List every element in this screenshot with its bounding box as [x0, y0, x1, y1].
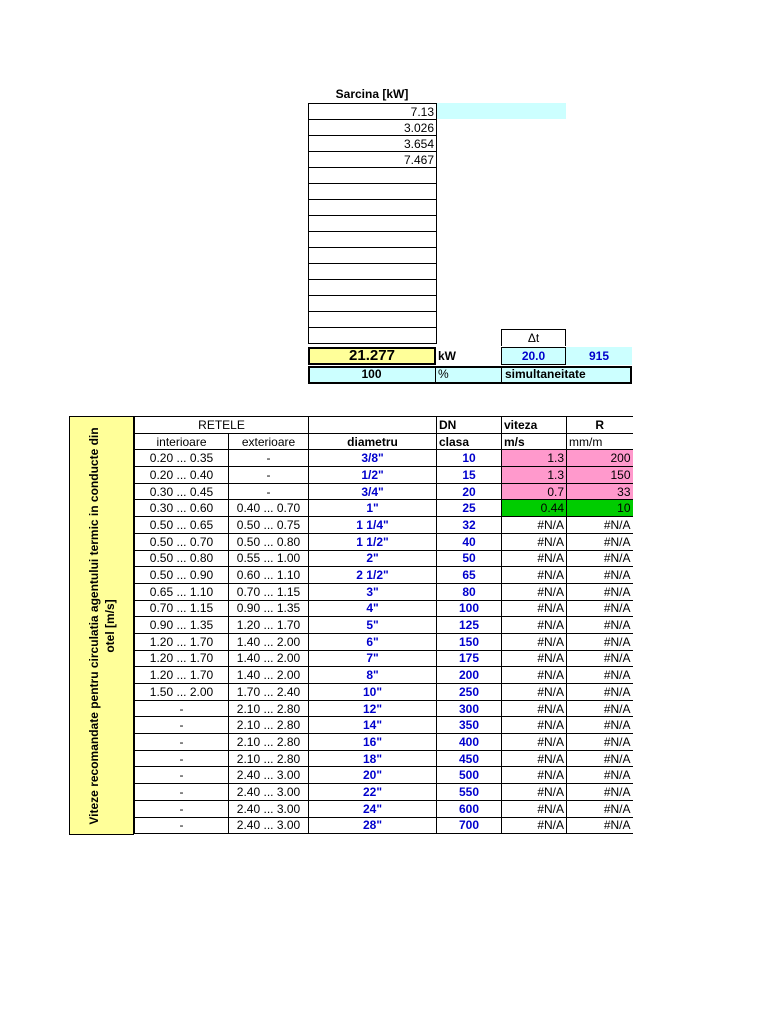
input-highlight-cell[interactable] [437, 103, 566, 119]
diameter-cell: 14" [309, 717, 437, 734]
flow-value: 915 [566, 347, 632, 365]
diameter-cell: 22" [309, 784, 437, 801]
load-input-cell[interactable] [309, 296, 437, 312]
velocity-cell: #N/A [502, 817, 567, 834]
dn-cell: 65 [437, 567, 502, 584]
load-input-cell[interactable] [309, 200, 437, 216]
table-row [135, 717, 633, 734]
velocity-cell: #N/A [502, 633, 567, 650]
diameter-cell: 1 1/4" [309, 517, 437, 534]
pressure-loss-cell: #N/A [567, 533, 633, 550]
velocity-cell: #N/A [502, 533, 567, 550]
table-row [135, 700, 633, 717]
header-diametru: diametru [309, 433, 437, 450]
exterior-velocity-cell: - [229, 483, 309, 500]
diameter-cell: 1 1/2" [309, 533, 437, 550]
interior-velocity-cell: 0.70 ... 1.15 [135, 600, 229, 617]
table-row [135, 784, 633, 801]
exterior-velocity-cell: 0.90 ... 1.35 [229, 600, 309, 617]
interior-velocity-cell: 0.20 ... 0.35 [135, 450, 229, 467]
diameter-cell: 12" [309, 700, 437, 717]
load-input-cell[interactable]: 7.467 [309, 152, 437, 168]
exterior-velocity-cell: 2.40 ... 3.00 [229, 784, 309, 801]
pressure-loss-cell: #N/A [567, 650, 633, 667]
load-input-cell[interactable]: 3.654 [309, 136, 437, 152]
pressure-loss-cell: #N/A [567, 667, 633, 684]
velocity-cell: #N/A [502, 517, 567, 534]
interior-velocity-cell: - [135, 767, 229, 784]
pressure-loss-cell: #N/A [567, 600, 633, 617]
table-row [135, 483, 633, 500]
table-row [135, 684, 633, 701]
load-input-cell[interactable] [309, 248, 437, 264]
interior-velocity-cell: 0.30 ... 0.60 [135, 500, 229, 517]
diameter-cell: 3/4" [309, 483, 437, 500]
diameter-cell: 6" [309, 633, 437, 650]
dn-cell: 500 [437, 767, 502, 784]
diameter-cell: 7" [309, 650, 437, 667]
simultaneity-label: simultaneitate [501, 366, 632, 384]
interior-velocity-cell: 0.65 ... 1.10 [135, 583, 229, 600]
load-row [309, 136, 437, 152]
table-header-row-1 [135, 417, 633, 434]
table-row [135, 800, 633, 817]
pressure-loss-cell: #N/A [567, 700, 633, 717]
exterior-velocity-cell: 2.10 ... 2.80 [229, 717, 309, 734]
table-header-row-2 [135, 433, 633, 450]
load-input-cell[interactable] [309, 312, 437, 328]
diameter-cell: 28" [309, 817, 437, 834]
table-row [135, 533, 633, 550]
dn-cell: 400 [437, 734, 502, 751]
diameter-cell: 4" [309, 600, 437, 617]
diameter-cell: 20" [309, 767, 437, 784]
exterior-velocity-cell: 2.40 ... 3.00 [229, 767, 309, 784]
load-row [309, 216, 437, 232]
load-input-cell[interactable] [309, 168, 437, 184]
dn-cell: 150 [437, 633, 502, 650]
delta-t-label: Δt [501, 329, 566, 346]
diameter-cell: 10" [309, 684, 437, 701]
header-r-unit: mm/m [567, 433, 633, 450]
pressure-loss-cell: #N/A [567, 734, 633, 751]
interior-velocity-cell: 1.20 ... 1.70 [135, 650, 229, 667]
pressure-loss-cell: 10 [567, 500, 633, 517]
interior-velocity-cell: - [135, 734, 229, 751]
velocity-cell: 0.44 [502, 500, 567, 517]
exterior-velocity-cell: - [229, 467, 309, 484]
header-viteza-unit: m/s [502, 433, 567, 450]
load-title: Sarcina [kW] [335, 87, 409, 101]
simultaneity-input[interactable]: 100 [308, 366, 436, 384]
interior-velocity-cell: - [135, 717, 229, 734]
total-load-value: 21.277 [308, 347, 436, 365]
table-row [135, 633, 633, 650]
pressure-loss-cell: #N/A [567, 583, 633, 600]
velocity-cell: #N/A [502, 734, 567, 751]
dn-cell: 700 [437, 817, 502, 834]
diameter-cell: 5" [309, 617, 437, 634]
load-row [309, 200, 437, 216]
load-input-cell[interactable] [309, 280, 437, 296]
header-blank [309, 417, 437, 434]
header-interior: interioare [135, 433, 229, 450]
velocity-cell: #N/A [502, 600, 567, 617]
load-row [309, 104, 437, 120]
pressure-loss-cell: #N/A [567, 617, 633, 634]
load-input-cell[interactable] [309, 216, 437, 232]
pressure-loss-cell: #N/A [567, 767, 633, 784]
exterior-velocity-cell: 2.40 ... 3.00 [229, 800, 309, 817]
interior-velocity-cell: 0.50 ... 0.90 [135, 567, 229, 584]
interior-velocity-cell: - [135, 750, 229, 767]
pressure-loss-cell: #N/A [567, 784, 633, 801]
velocity-cell: #N/A [502, 800, 567, 817]
exterior-velocity-cell: 2.10 ... 2.80 [229, 700, 309, 717]
side-label-text: Viteze recomandate pentru circulatia agentului termic in conducte din otel [m/s] [86, 426, 117, 825]
load-row [309, 232, 437, 248]
velocity-cell: 0.7 [502, 483, 567, 500]
simultaneity-unit: % [438, 367, 449, 381]
interior-velocity-cell: 0.90 ... 1.35 [135, 617, 229, 634]
diameter-cell: 18" [309, 750, 437, 767]
load-row [309, 248, 437, 264]
exterior-velocity-cell: 1.40 ... 2.00 [229, 667, 309, 684]
table-row [135, 517, 633, 534]
exterior-velocity-cell: 1.20 ... 1.70 [229, 617, 309, 634]
table-row [135, 667, 633, 684]
header-dn: DN [437, 417, 502, 434]
interior-velocity-cell: - [135, 800, 229, 817]
load-input-cell[interactable] [309, 328, 437, 344]
dn-cell: 80 [437, 583, 502, 600]
dn-cell: 550 [437, 784, 502, 801]
load-input-cell[interactable]: 3.026 [309, 120, 437, 136]
load-input-cell[interactable] [309, 264, 437, 280]
dn-cell: 50 [437, 550, 502, 567]
table-row [135, 467, 633, 484]
exterior-velocity-cell: 2.10 ... 2.80 [229, 734, 309, 751]
diameter-cell: 2" [309, 550, 437, 567]
pressure-loss-cell: #N/A [567, 817, 633, 834]
dn-cell: 20 [437, 483, 502, 500]
diameter-cell: 3/8" [309, 450, 437, 467]
dn-cell: 125 [437, 617, 502, 634]
exterior-velocity-cell: 0.50 ... 0.80 [229, 533, 309, 550]
total-load-unit: kW [438, 349, 456, 363]
diameter-cell: 1" [309, 500, 437, 517]
exterior-velocity-cell: 1.40 ... 2.00 [229, 633, 309, 650]
load-row [309, 184, 437, 200]
velocity-cell: #N/A [502, 567, 567, 584]
pressure-loss-cell: #N/A [567, 517, 633, 534]
exterior-velocity-cell: 1.40 ... 2.00 [229, 650, 309, 667]
pressure-loss-cell: 150 [567, 467, 633, 484]
interior-velocity-cell: 0.20 ... 0.40 [135, 467, 229, 484]
velocity-cell: 1.3 [502, 450, 567, 467]
header-viteza: viteza [502, 417, 567, 434]
dn-cell: 600 [437, 800, 502, 817]
velocity-table [134, 416, 633, 834]
exterior-velocity-cell: 0.55 ... 1.00 [229, 550, 309, 567]
diameter-cell: 1/2" [309, 467, 437, 484]
dn-cell: 250 [437, 684, 502, 701]
header-exterior: exterioare [229, 433, 309, 450]
interior-velocity-cell: - [135, 784, 229, 801]
interior-velocity-cell: 1.50 ... 2.00 [135, 684, 229, 701]
pressure-loss-cell: #N/A [567, 567, 633, 584]
velocity-cell: #N/A [502, 650, 567, 667]
velocity-cell: #N/A [502, 617, 567, 634]
velocity-cell: #N/A [502, 583, 567, 600]
dn-cell: 450 [437, 750, 502, 767]
load-input-cell[interactable] [309, 184, 437, 200]
table-row [135, 734, 633, 751]
dn-cell: 100 [437, 600, 502, 617]
diameter-cell: 8" [309, 667, 437, 684]
velocity-cell: #N/A [502, 667, 567, 684]
dn-cell: 10 [437, 450, 502, 467]
dn-cell: 15 [437, 467, 502, 484]
pressure-loss-cell: #N/A [567, 750, 633, 767]
load-input-cell[interactable]: 7.13 [309, 104, 437, 120]
interior-velocity-cell: 0.50 ... 0.65 [135, 517, 229, 534]
velocity-cell: #N/A [502, 750, 567, 767]
pressure-loss-cell: 33 [567, 483, 633, 500]
dn-cell: 40 [437, 533, 502, 550]
load-row [309, 120, 437, 136]
diameter-cell: 16" [309, 734, 437, 751]
load-row [309, 312, 437, 328]
table-row [135, 750, 633, 767]
dn-cell: 25 [437, 500, 502, 517]
load-table [308, 103, 437, 344]
table-row [135, 617, 633, 634]
exterior-velocity-cell: 2.40 ... 3.00 [229, 817, 309, 834]
load-row [309, 280, 437, 296]
load-row [309, 152, 437, 168]
exterior-velocity-cell: 0.50 ... 0.75 [229, 517, 309, 534]
interior-velocity-cell: - [135, 700, 229, 717]
velocity-cell: 1.3 [502, 467, 567, 484]
table-row [135, 450, 633, 467]
velocity-cell: #N/A [502, 717, 567, 734]
exterior-velocity-cell: 1.70 ... 2.40 [229, 684, 309, 701]
diameter-cell: 3" [309, 583, 437, 600]
interior-velocity-cell: 1.20 ... 1.70 [135, 667, 229, 684]
exterior-velocity-cell: 0.40 ... 0.70 [229, 500, 309, 517]
pressure-loss-cell: #N/A [567, 800, 633, 817]
pressure-loss-cell: 200 [567, 450, 633, 467]
dn-cell: 300 [437, 700, 502, 717]
velocity-cell: #N/A [502, 684, 567, 701]
load-row [309, 328, 437, 344]
header-retele: RETELE [135, 417, 309, 434]
exterior-velocity-cell: 2.10 ... 2.80 [229, 750, 309, 767]
load-row [309, 296, 437, 312]
velocity-cell: #N/A [502, 550, 567, 567]
dn-cell: 350 [437, 717, 502, 734]
velocity-cell: #N/A [502, 784, 567, 801]
load-row [309, 264, 437, 280]
table-row [135, 600, 633, 617]
dn-cell: 32 [437, 517, 502, 534]
exterior-velocity-cell: - [229, 450, 309, 467]
diameter-cell: 2 1/2" [309, 567, 437, 584]
table-row [135, 817, 633, 834]
load-input-cell[interactable] [309, 232, 437, 248]
load-row [309, 168, 437, 184]
diameter-cell: 24" [309, 800, 437, 817]
table-row [135, 767, 633, 784]
pressure-loss-cell: #N/A [567, 684, 633, 701]
interior-velocity-cell: 0.50 ... 0.80 [135, 550, 229, 567]
velocity-cell: #N/A [502, 767, 567, 784]
exterior-velocity-cell: 0.70 ... 1.15 [229, 583, 309, 600]
interior-velocity-cell: 1.20 ... 1.70 [135, 633, 229, 650]
velocity-side-label [69, 416, 134, 835]
dn-cell: 175 [437, 650, 502, 667]
table-row [135, 550, 633, 567]
velocity-cell: #N/A [502, 700, 567, 717]
header-r: R [567, 417, 633, 434]
delta-t-input[interactable]: 20.0 [501, 347, 566, 365]
table-row [135, 583, 633, 600]
dn-cell: 200 [437, 667, 502, 684]
table-row [135, 650, 633, 667]
pressure-loss-cell: #N/A [567, 717, 633, 734]
table-row [135, 567, 633, 584]
exterior-velocity-cell: 0.60 ... 1.10 [229, 567, 309, 584]
pressure-loss-cell: #N/A [567, 633, 633, 650]
header-clasa: clasa [437, 433, 502, 450]
interior-velocity-cell: 0.50 ... 0.70 [135, 533, 229, 550]
interior-velocity-cell: 0.30 ... 0.45 [135, 483, 229, 500]
pressure-loss-cell: #N/A [567, 550, 633, 567]
table-row [135, 500, 633, 517]
interior-velocity-cell: - [135, 817, 229, 834]
